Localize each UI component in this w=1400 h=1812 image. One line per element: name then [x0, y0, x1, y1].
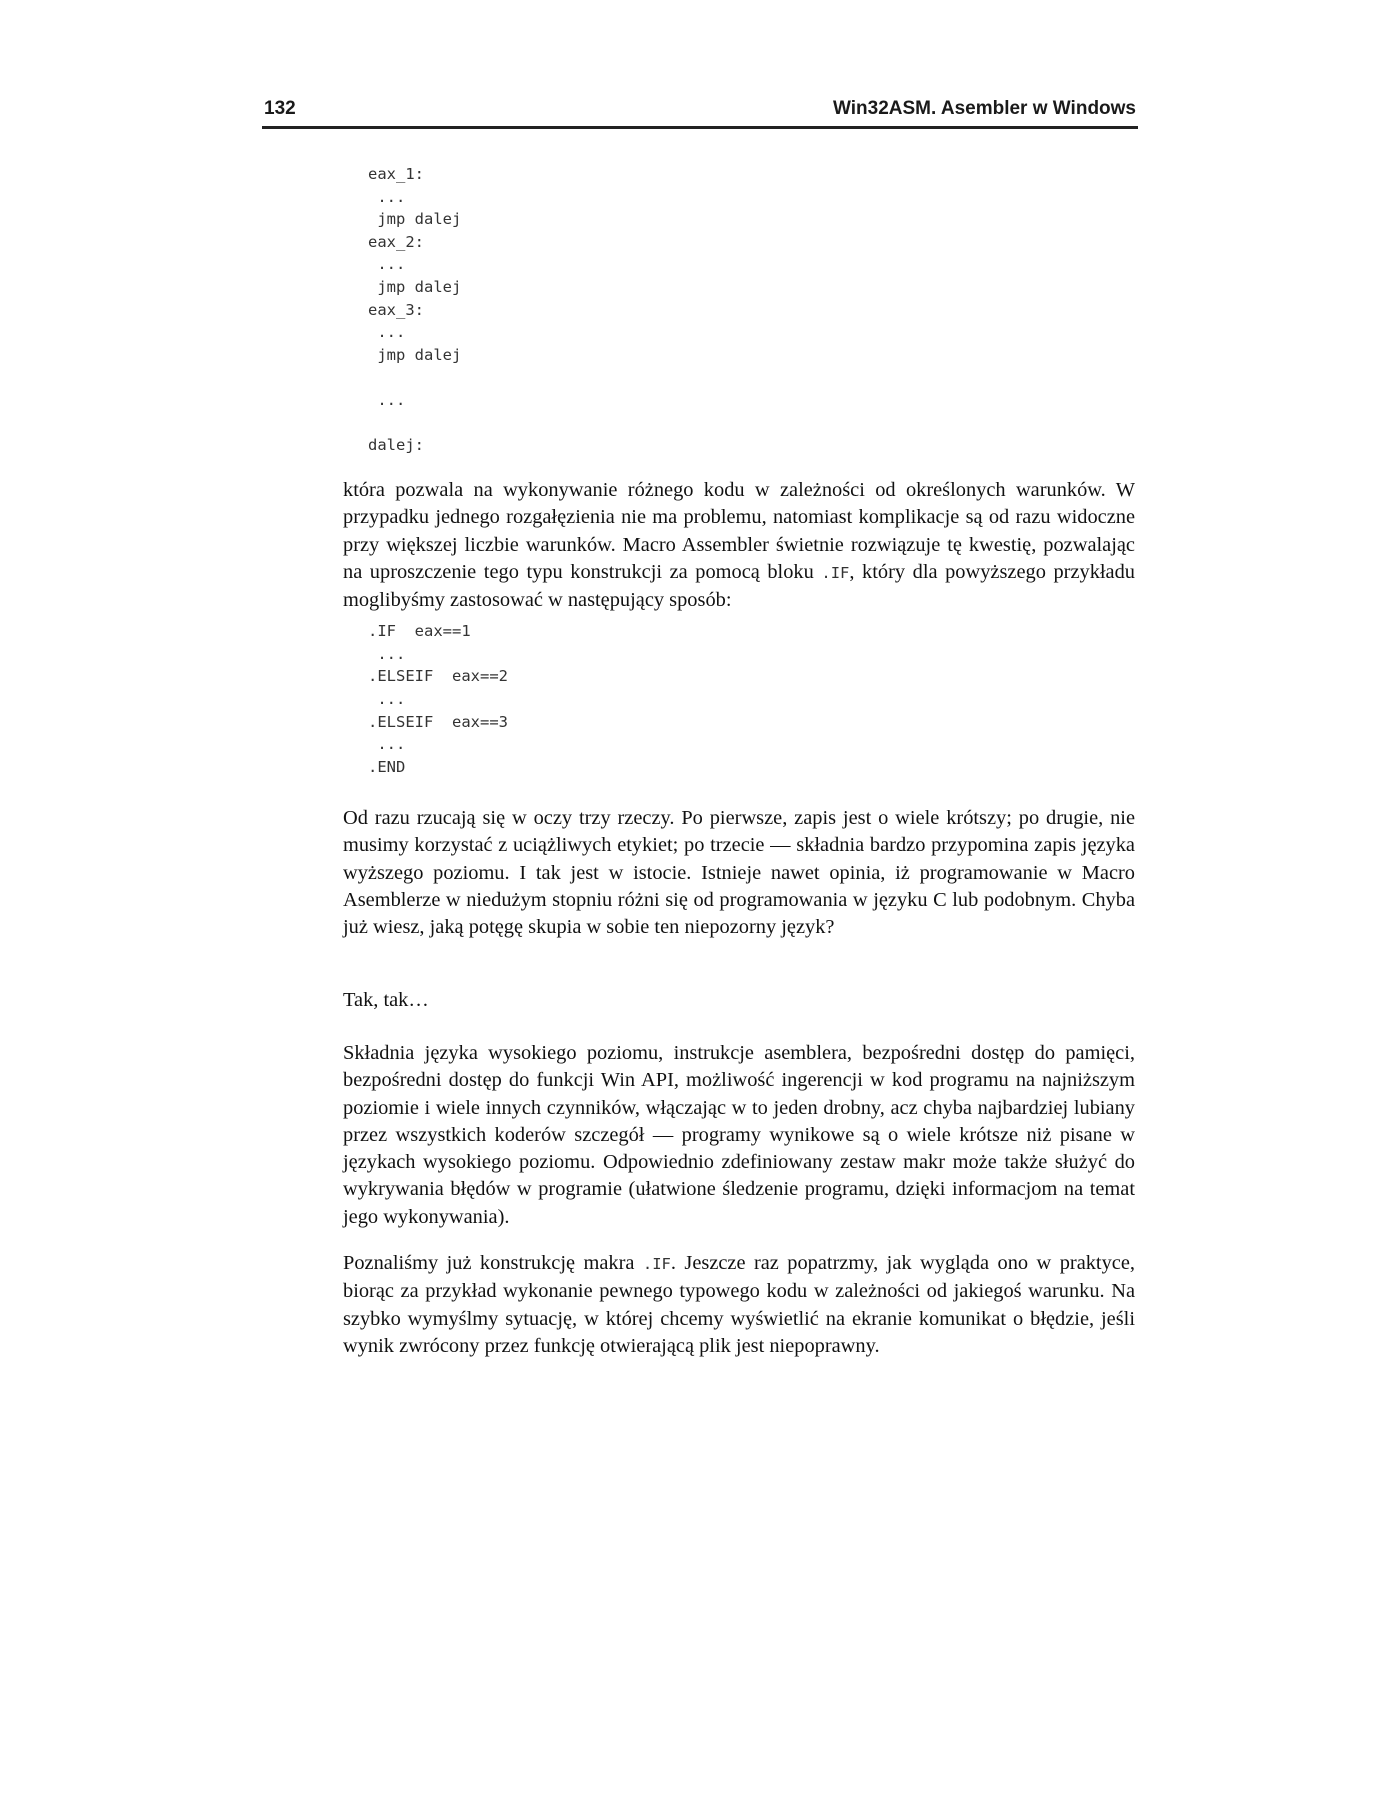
- code-line: ...: [368, 390, 406, 409]
- code-line: jmp dalej: [368, 277, 462, 296]
- paragraph-intro: [343, 477, 1135, 614]
- code-line: .ELSEIF eax==3: [368, 712, 508, 731]
- code-line: ...: [368, 735, 406, 754]
- code-block-labels: [368, 163, 461, 457]
- code-line: eax_3:: [368, 300, 424, 319]
- code-line: [368, 366, 461, 389]
- paragraph-text: która pozwala na wykonywanie różnego kodu w zależności od określonych warunków. W przypadku jednego rozgałęzienia nie ma problemu, natomiast komplikacje są od razu widoczne przy większej liczbie warunków. Macro Assembler świetnie rozwiązuje tę kwestię, pozwalając na uproszczenie tego typu konstrukcji za pomocą bloku: [343, 479, 1135, 583]
- paragraph-syntax: Składnia języka wysokiego poziomu, instrukcje asemblera, bezpośredni dostęp do pamięci, bezpośredni dostęp do funkcji Win API, możliwość ingerencji w kod programu na najniższym poziomie i wiele innych czynników, włączając w to jeden drobny, acz chyba najbardziej lubiany przez wszystkich koderów szczegół — programy wynikowe są o wiele krótsze niż pisane w językach wysokiego poziomu. Odpowiednio zdefiniowany zestaw makr może także służyć do wykrywania błędów w programie (ułatwione śledzenie programu, dzięki informacjom na temat jego wykonywania).: [343, 1042, 1135, 1228]
- inline-code-if: .IF: [642, 1255, 671, 1273]
- code-line: ...: [368, 255, 406, 274]
- code-line: [368, 412, 461, 435]
- code-line: jmp dalej: [368, 345, 462, 364]
- code-line: ...: [368, 323, 406, 342]
- paragraph-three-things: Od razu rzucają się w oczy trzy rzeczy. Po pierwsze, zapis jest o wiele krótszy; po drugie, nie musimy korzystać z uciążliwych etykiet; po trzecie — składnia bardzo przypomina zapis języka wyższego poziomu. I tak jest w istocie. Istnieje nawet opinia, iż programowanie w Macro Asemblerze w niedużym stopniu różni się od programowania w języku C lub podobnym. Chyba już wiesz, jaką potęgę skupia w sobie ten niepozorny język?: [343, 807, 1135, 939]
- paragraph-macro-if: [343, 1250, 1135, 1360]
- paragraph-text: Poznaliśmy już konstrukcję makra: [343, 1252, 643, 1274]
- paragraph-tak-tak: Tak, tak…: [343, 989, 429, 1011]
- code-line: jmp dalej: [368, 210, 462, 229]
- code-line: eax_2:: [368, 232, 424, 251]
- code-line: .ELSEIF eax==2: [368, 667, 508, 686]
- paragraph-text: , który dla powyższego przykładu moglibyśmy zastosować w następujący sposób:: [343, 560, 1135, 612]
- page-header: [262, 96, 1138, 129]
- code-line: ...: [368, 187, 406, 206]
- code-line: ...: [368, 690, 406, 709]
- code-line: .END: [368, 758, 406, 777]
- code-block-if: [368, 620, 508, 779]
- code-line: dalej:: [368, 436, 424, 455]
- inline-code-if: .IF: [821, 563, 850, 582]
- code-line: .IF eax==1: [368, 622, 471, 640]
- code-line: eax_1:: [368, 165, 424, 183]
- page-number: 132: [264, 98, 296, 119]
- book-title: Win32ASM. Asembler w Windows: [833, 98, 1136, 119]
- paragraph-text: . Jeszcze raz popatrzmy, jak wygląda ono w praktyce, biorąc za przykład wykonanie pewnego typowego kodu w zależności od jakiegoś warunku. Na szybko wymyślmy sytuację, w której chcemy wyświetlić na ekranie komunikat o błędzie, jeśli wynik zwrócony przez funkcję otwierającą plik jest niepoprawny.: [343, 1252, 1135, 1357]
- code-line: ...: [368, 644, 406, 663]
